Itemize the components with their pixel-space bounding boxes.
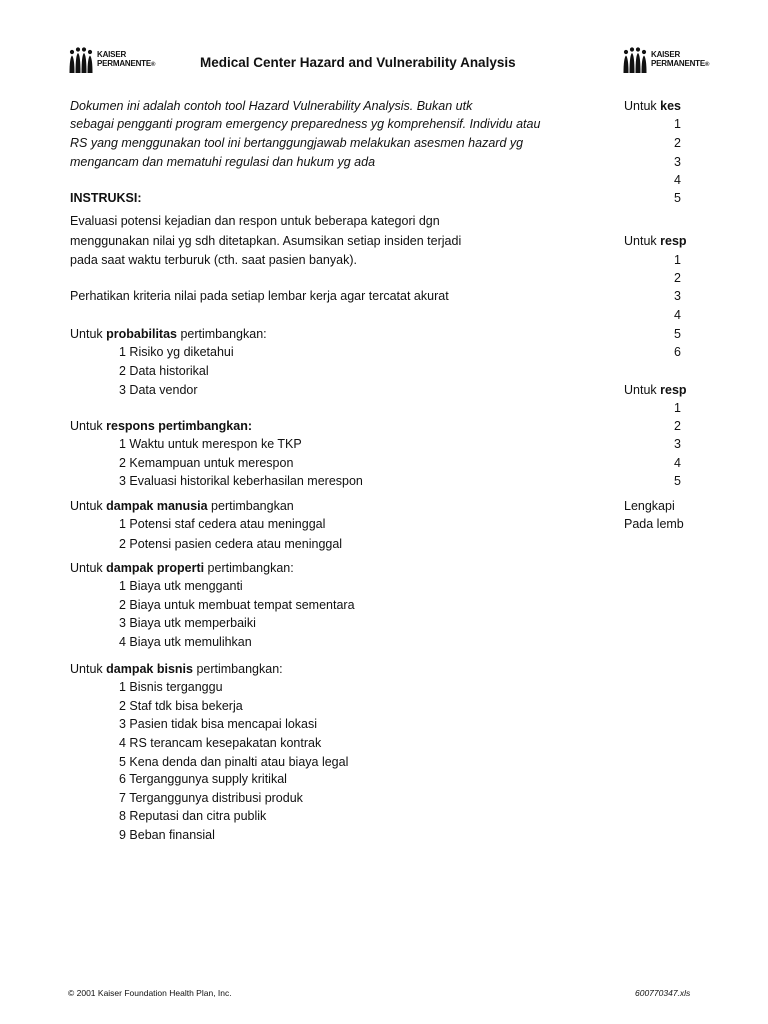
heading-suffix: pertimbangkan: <box>204 561 294 575</box>
list-item: 1 Biaya utk mengganti <box>119 579 243 593</box>
intro-line: mengancam dan mematuhi regulasi dan hukum yg ada <box>70 155 376 169</box>
instructions-line: Evaluasi potensi kejadian dan respon untuk beberapa kategori dgn <box>70 214 440 228</box>
right-number: 5 <box>674 327 681 341</box>
right-number: 3 <box>674 437 681 451</box>
heading-keyword: dampak bisnis <box>106 662 193 676</box>
right-number: 4 <box>674 173 681 187</box>
instructions-note: Perhatikan kriteria nilai pada setiap lembar kerja agar tercatat akurat <box>70 289 449 303</box>
heading-suffix: pertimbangkan: <box>176 327 267 341</box>
right-number: 1 <box>674 117 681 131</box>
kaiser-logo-left <box>68 46 155 74</box>
heading-prefix: Untuk <box>70 662 107 676</box>
logo-line-kaiser: KAISER <box>651 50 681 59</box>
heading-prefix: Untuk <box>624 234 661 248</box>
footer-copyright: © 2001 Kaiser Foundation Health Plan, Inc. <box>68 988 232 998</box>
right-heading-kes <box>624 99 687 113</box>
instructions-line: menggunakan nilai yg sdh ditetapkan. Asumsikan setiap insiden terjadi <box>70 234 462 248</box>
right-number: 1 <box>674 253 681 267</box>
list-item: 8 Reputasi dan citra publik <box>119 809 267 823</box>
heading-keyword: respons pertimbangkan: <box>106 419 253 433</box>
human-impact-heading <box>70 499 294 513</box>
heading-keyword: dampak manusia <box>106 499 208 513</box>
page-title: Medical Center Hazard and Vulnerability Analysis <box>200 55 516 70</box>
heading-prefix: Untuk <box>70 499 107 513</box>
heading-keyword: kes <box>660 99 681 113</box>
right-number: 5 <box>674 474 681 488</box>
heading-prefix: Untuk <box>624 383 661 397</box>
heading-prefix: Untuk <box>624 99 661 113</box>
instructions-heading: INSTRUKSI: <box>70 191 142 205</box>
list-item: 3 Data vendor <box>119 383 198 397</box>
list-item: 2 Data historikal <box>119 364 209 378</box>
list-item: 2 Staf tdk bisa bekerja <box>119 699 243 713</box>
list-item: 1 Bisnis terganggu <box>119 680 223 694</box>
intro-line: Dokumen ini adalah contoh tool Hazard Vulnerability Analysis. Bukan utk <box>70 99 473 113</box>
list-item: 4 Biaya utk memulihkan <box>119 635 252 649</box>
right-number: 3 <box>674 289 681 303</box>
heading-keyword: dampak properti <box>106 561 205 575</box>
right-number: 2 <box>674 271 681 285</box>
heading-prefix: Untuk <box>70 561 107 575</box>
right-number: 1 <box>674 401 681 415</box>
logo-line-permanente: PERMANENTE <box>651 59 706 68</box>
right-trailing-text: Pada lemb <box>624 517 684 531</box>
list-item: 3 Biaya utk memperbaiki <box>119 616 256 630</box>
property-impact-heading <box>70 561 294 575</box>
list-item: 9 Beban finansial <box>119 828 215 842</box>
right-trailing-text: Lengkapi <box>624 499 675 513</box>
list-item: 7 Terganggunya distribusi produk <box>119 791 303 805</box>
right-number: 4 <box>674 308 681 322</box>
right-heading-resp <box>624 234 687 248</box>
list-item: 2 Potensi pasien cedera atau meninggal <box>119 537 343 551</box>
kaiser-people-icon <box>622 46 648 74</box>
heading-prefix: Untuk <box>70 419 107 433</box>
logo-registered-mark: ® <box>705 62 710 68</box>
list-item: 3 Pasien tidak bisa mencapai lokasi <box>119 717 318 731</box>
list-item: 1 Risiko yg diketahui <box>119 345 234 359</box>
right-number: 2 <box>674 136 681 150</box>
list-item: 1 Waktu untuk merespon ke TKP <box>119 437 302 451</box>
heading-prefix: Untuk <box>70 327 107 341</box>
kaiser-people-icon <box>68 46 94 74</box>
logo-line-permanente: PERMANENTE <box>97 59 152 68</box>
heading-suffix: pertimbangkan: <box>192 662 283 676</box>
logo-line-kaiser: KAISER <box>97 50 127 59</box>
response-heading <box>70 419 252 433</box>
list-item: 4 RS terancam kesepakatan kontrak <box>119 736 322 750</box>
intro-line: RS yang menggunakan tool ini bertanggungjawab melakukan asesmen hazard yg <box>70 136 524 150</box>
list-item: 3 Evaluasi historikal keberhasilan merespon <box>119 474 363 488</box>
list-item: 1 Potensi staf cedera atau meninggal <box>119 517 326 531</box>
kaiser-logo-right <box>622 46 709 74</box>
right-number: 5 <box>674 191 681 205</box>
list-item: 2 Biaya untuk membuat tempat sementara <box>119 598 355 612</box>
probability-heading <box>70 327 267 341</box>
right-heading-resp <box>624 383 687 397</box>
heading-suffix: pertimbangkan <box>207 499 294 513</box>
right-number: 4 <box>674 456 681 470</box>
intro-line: sebagai pengganti program emergency preparedness yg komprehensif. Individu atau <box>70 117 541 131</box>
business-impact-heading <box>70 662 283 676</box>
heading-keyword: resp <box>660 383 687 397</box>
right-number: 2 <box>674 419 681 433</box>
list-item: 5 Kena denda dan pinalti atau biaya legal <box>119 755 349 769</box>
instructions-line: pada saat waktu terburuk (cth. saat pasien banyak). <box>70 253 357 267</box>
heading-keyword: resp <box>660 234 687 248</box>
footer-filename: 600770347.xls <box>635 988 691 998</box>
right-number: 6 <box>674 345 681 359</box>
right-number: 3 <box>674 155 681 169</box>
heading-keyword: probabilitas <box>106 327 177 341</box>
list-item: 2 Kemampuan untuk merespon <box>119 456 294 470</box>
logo-registered-mark: ® <box>151 62 156 68</box>
list-item: 6 Terganggunya supply kritikal <box>119 772 287 786</box>
